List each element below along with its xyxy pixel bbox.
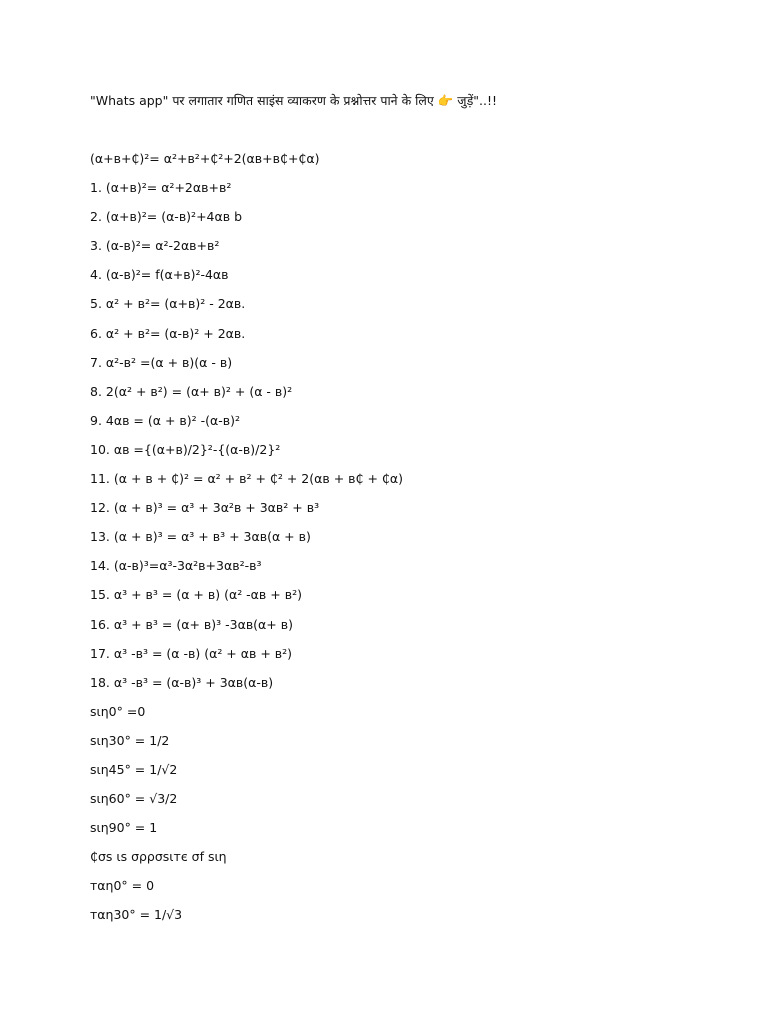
formula-line: 2. (α+в)²= (α-в)²+4αв b <box>90 209 243 225</box>
formula-line: 4. (α-в)²= f(α+в)²-4αв <box>90 267 229 283</box>
formula-line: sιη30° = 1/2 <box>90 732 170 748</box>
formula-line: sιη90° = 1 <box>90 820 158 836</box>
formula-line: sιη60° = √3/2 <box>90 791 178 807</box>
formula-line: 9. 4αв = (α + в)² -(α-в)² <box>90 412 241 428</box>
document-header: "Whats app" पर लगातार गणित साइंस व्याकरण के प्रश्नोत्तर पाने के लिए 👉 जुड़ें"..!! <box>90 93 497 108</box>
formula-line: 8. 2(α² + в²) = (α+ в)² + (α - в)² <box>90 383 293 399</box>
formula-line: 18. α³ -в³ = (α-в)³ + 3αв(α-в) <box>90 674 274 690</box>
formula-line: 1. (α+в)²= α²+2αв+в² <box>90 180 232 196</box>
formula-line: sιη45° = 1/√2 <box>90 761 178 777</box>
formula-line: 14. (α-в)³=α³-3α²в+3αв²-в³ <box>90 558 262 574</box>
formula-line: 11. (α + в + ₵)² = α² + в² + ₵² + 2(αв + в₵ + ₵α) <box>90 471 403 487</box>
formula-line: тαη30° = 1/√3 <box>90 907 183 923</box>
formula-line: 6. α² + в²= (α-в)² + 2αв. <box>90 325 246 341</box>
formula-line: тαη0° = 0 <box>90 878 155 894</box>
formula-list <box>90 150 403 936</box>
formula-line: sιη0° =0 <box>90 703 146 719</box>
formula-line: 10. αв ={(α+в)/2}²-{(α-в)/2}² <box>90 441 281 457</box>
formula-line: 16. α³ + в³ = (α+ в)³ -3αв(α+ в) <box>90 616 293 632</box>
formula-line: 5. α² + в²= (α+в)² - 2αв. <box>90 296 246 312</box>
formula-line: ₵σs ιs σρρσsιтє σf sιη <box>90 849 227 865</box>
formula-line: 15. α³ + в³ = (α + в) (α² -αв + в²) <box>90 587 302 603</box>
formula-line: (α+в+₵)²= α²+в²+₵²+2(αв+в₵+₵α) <box>90 151 320 166</box>
formula-line: 17. α³ -в³ = (α -в) (α² + αв + в²) <box>90 645 293 661</box>
formula-line: 13. (α + в)³ = α³ + в³ + 3αв(α + в) <box>90 529 311 545</box>
formula-line: 12. (α + в)³ = α³ + 3α²в + 3αв² + в³ <box>90 500 320 516</box>
formula-line: 3. (α-в)²= α²-2αв+в² <box>90 238 220 254</box>
formula-line: 7. α²-в² =(α + в)(α - в) <box>90 354 233 370</box>
